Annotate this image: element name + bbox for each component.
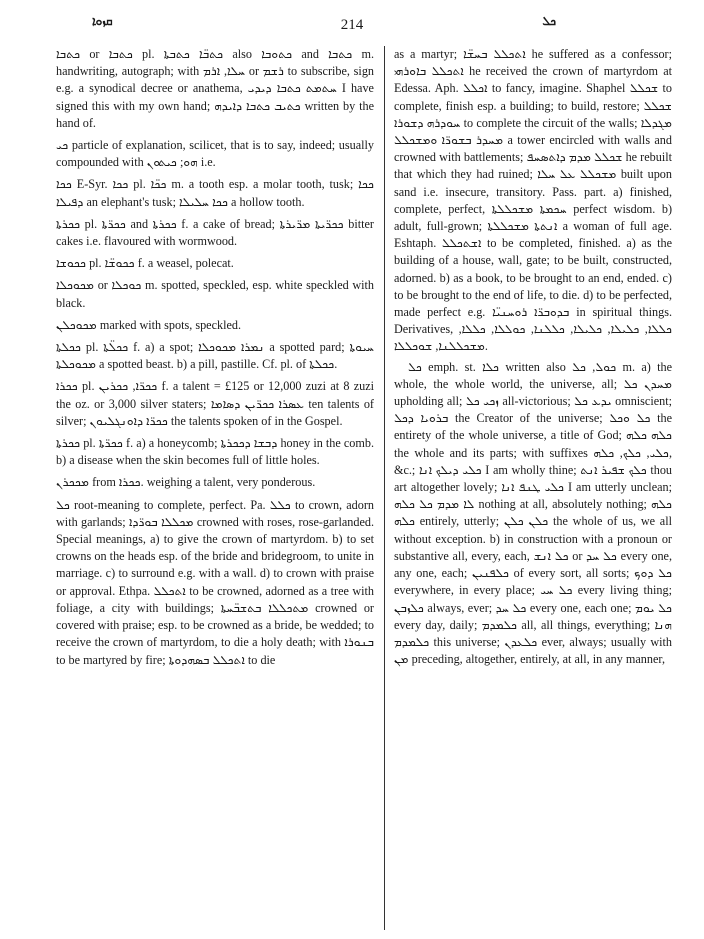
entry-kakra-talent: ܟܟܪܐ pl. ܟܟܪ̈ܐ, ܟܟܪܝܢ f. a talent = £125 or 12,000 zuzi at 8 zuzi the oz. or 3,000 silver staters; ܥܣܪܐ ܟܟܪ̈ܝܢ ܕܣܐܡܐ ten talents of silver; ܟܟܪ̈ܐ ܕܐܘܢܓܠܝܘܢ the talents spoken of in the Gospel. [56,379,374,428]
entry-mkukla: ܡܟܘܟܠܐ or ܟܘܟܠܐ m. spotted, speckled, esp. white speckled with black. [56,278,375,310]
left-column [56,46,374,674]
running-head [0,12,704,38]
entry-kay: ܟܝ particle of explanation, scilicet, that is to say, indeed; usually compounded with ܗܘ; ܟܝܬܘܢ i.e. [56,138,374,170]
running-headword-left: ܩܙܘܐ [92,14,113,28]
entry-kl-root: ܟܠ root-meaning to complete, perfect. Pa. ܟܠܠ to crown, adorn with garlands; ܡܟܠܠܐ ܒܘܪ̈ܕܐ crowned with roses, rose-garlanded. Special meanings, a) to give the crown of martyrdom. b) to set crowns on the heads esp. of the bride and bridegroom, to unite in marriage. c) to surround e.g. with a wall. d) to crown with praise or approval. Ethpa. ܐܬܟܠܠ to be crowned, adorned as a tree with foliage, a city with buildings; ܡܬܟܠܠܐ ܒܬܫܒ̈ܚܬܐ crowned or covered with praise; esp. to be crowned as a bride, be wedded; to receive the crown of martyrdom, to die a holy death; with ܒܢܘܪܐ to be martyred by fire; ܐܬܟܠܠ ܒܣܗܕܘܬܐ to die [56,497,375,667]
entry-kakarta-honeycomb: ܟܟܪܬܐ pl. ܟܟܪ̈ܬܐ f. a) a honeycomb; ܕܒܫܐ ܕܟܟܪܬܐ honey in the comb. b) a disease when the skin becomes full of little holes. [56,436,374,468]
entry-kol: ܟܠ emph. st. ܟܠܐ written also ܟܘܠ, ܟܠ m. a) the whole, the whole world, the universe, all; ܡܚܕܢ ܟܠ upholding all; ܙܟܝ ܟܠ all-victorious; ܝܕܥ ܟܠ omniscient; ܒܪܘܝܐ ܕܟܠ the Creator of the universe; ܟܠ ܘܟܠ the entirety of the whole universe, a title of God; ܟܠܗ ܟܠܗ the whole and its parts; with suffixes ܟܠܝ, ܟܠܟ, ܟܠܗ, &c.; ܟܠܝ ܕܝܠܟ ܐܢܐ I am wholly thine; ܟܠܟ ܫܦܝܪ ܐܢܬ thou art altogether lovely; ܟܠܝ ܛܢܦ ܐܢܐ I am utterly unclean; ܠܐ ܡܕܡ ܟܠ ܟܠܗ nothing at all, absolutely nothing; ܟܠܗ ܟܠܗ entirely, utterly; ܟܠܢ ܟܠܢ the whole of us, we all without exception. b) in construction with a pronoun or substantive all, every, each, ܟܠ ܐܢܫ or ܟܠ ܚܕ every one, any one, each; ܟܠܦܢܝܢ of every sort, all sorts; ܟܠ ܕܘܟ everywhere, in every place; ܟܠ ܚܝ every living thing; ܟܠܙܒܢ always, ever; ܟܠ ܚܕ every one, each one; ܟܠ ܝܘܡ every day, daily; ܟܠܡܕܡ all, all things, everything; ܗܢܐ ܟܠܡܕܡ this universe; ܟܠܥܕܢ ever, always; usually with ܡܢ preceding, altogether, entirely, at all, in any manner, [394,359,673,667]
entry-kakarta: ܟܟܪܬܐ pl. ܟܟܪ̈ܬܐ and ܟܟܪܬܐ f. a cake of bread; ܟܟܪ̈ܝܬܐ ܡܪ̈ܝܪܬܐ bitter cakes i.e. flavoured with wormwood. [56,216,374,249]
page-number: 214 [340,17,364,33]
right-column [394,46,672,671]
column-divider [384,46,385,930]
entry-kakalta: ܟܟܠܬܐ pl. ܟܟܠ̈ܬܐ f. a) a spot; ܢܡܪܐ ܡܟܘܟܠܐ a spotted pard; ܚܝܘܬܐ ܡܟܘܟܠܬܐ a spotted beast. b) a pill, pastille. Cf. pl. of ܟܟܠܬܐ. [56,340,375,372]
entry-mkuklan: ܡܟܘܟܠܢ marked with spots, speckled. [56,317,242,332]
entry-kaka: ܟܟܐ E-Syr. ܟܟܐ pl. ܟܟ̈ܐ m. a tooth esp. a molar tooth, tusk; ܟܟܐ ܕܦܝܠܐ an elephant's tusk; ܟܟܐ ܚܠܝܠܐ a hollow tooth. [56,177,374,209]
entry-ktaba: ܟܬܒܐ or ܟܬܒܐ pl. ܟܬܒ̈ܐ ܟܬܒܬܐ also ܟܬܘܒܐ and ܟܬܒܐ m. handwriting, autograph; with ܚܠܐ, ܐܪܡ or ܪܫܡ to subscribe, sign e.g. a synodical decree or anathema, ܚܬܡܬ ܟܬܒܐ ܕܝܕܝ I have signed this with my own hand; ܟܬܝܒ ܟܬܒܐ ܕܐܝܕܗ written by the hand of. [56,47,375,130]
entry-kl-root-continued: as a martyr; ܐܬܟܠܠ ܒܚܫ̈ܐ he suffered as a confessor; ܐܬܟܠܠ ܒܐܘܪܗܝ he received the crown of martyrdom at Edessa. Aph. ܐܟܠܠ to fancy, imagine. Shaphel ܫܟܠܠ to complete, finish esp. a building; to build, restore; ܫܟܠܠ ܚܘܕܪܗ ܕܫܘܪܐ to complete the circuit of the walls; ܡܓܕܠܐ ܡܚܕܪ ܒܫܘܪ̈ܐ ܘܡܫܟܠܠ a tower encircled with walls and crowned with battlements; ܫܟܠܠ ܡܕܡ ܕܐܬܣܚܦ he rebuilt that which they had ruined; ܡܫܟܠܠ ܥܠ ܚܠܐ built upon sand i.e. insecure, transitory. Pass. part. a) finished, complete, perfect, ܚܟܡܬܐ ܡܫܟܠܠܬܐ perfect wisdom. b) adult, full-grown; ܐܢܬܬܐ ܡܫܟܠܠܬܐ a woman of full age. Eshtaph. ܐܫܬܟܠܠ to be completed, finished. a) as the building of a house, wall, gate; to be built, constructed, adorned. b) as a book, to be brought to an end, ended. c) to be brought to the end of life, to die. d) to be perfected, made perfect e.g. ܒܕܘܒܪ̈ܐ ܪܘܚܢܝ̈ܐ in spiritual things. Derivatives, ܟܠܠܐ, ܟܠܝܠܐ, ܟܠܝܠܐ, ܟܠܠܢܐ, ܟܘܠܠܐ, ܟܠܠܐ, ܡܫܟܠܠܢܐ, ܫܘܟܠܠܐ. [394,47,673,354]
running-headword-right: ܟܠ [542,14,556,28]
entry-mkakran: ܡܟܟܪܢ from ܟܟܪܐ. weighing a talent, very ponderous. [56,475,316,490]
entry-kakusha: ܟܟܘܫܐ pl. ܟܟܘܫ̈ܐ f. a weasel, polecat. [56,256,234,271]
